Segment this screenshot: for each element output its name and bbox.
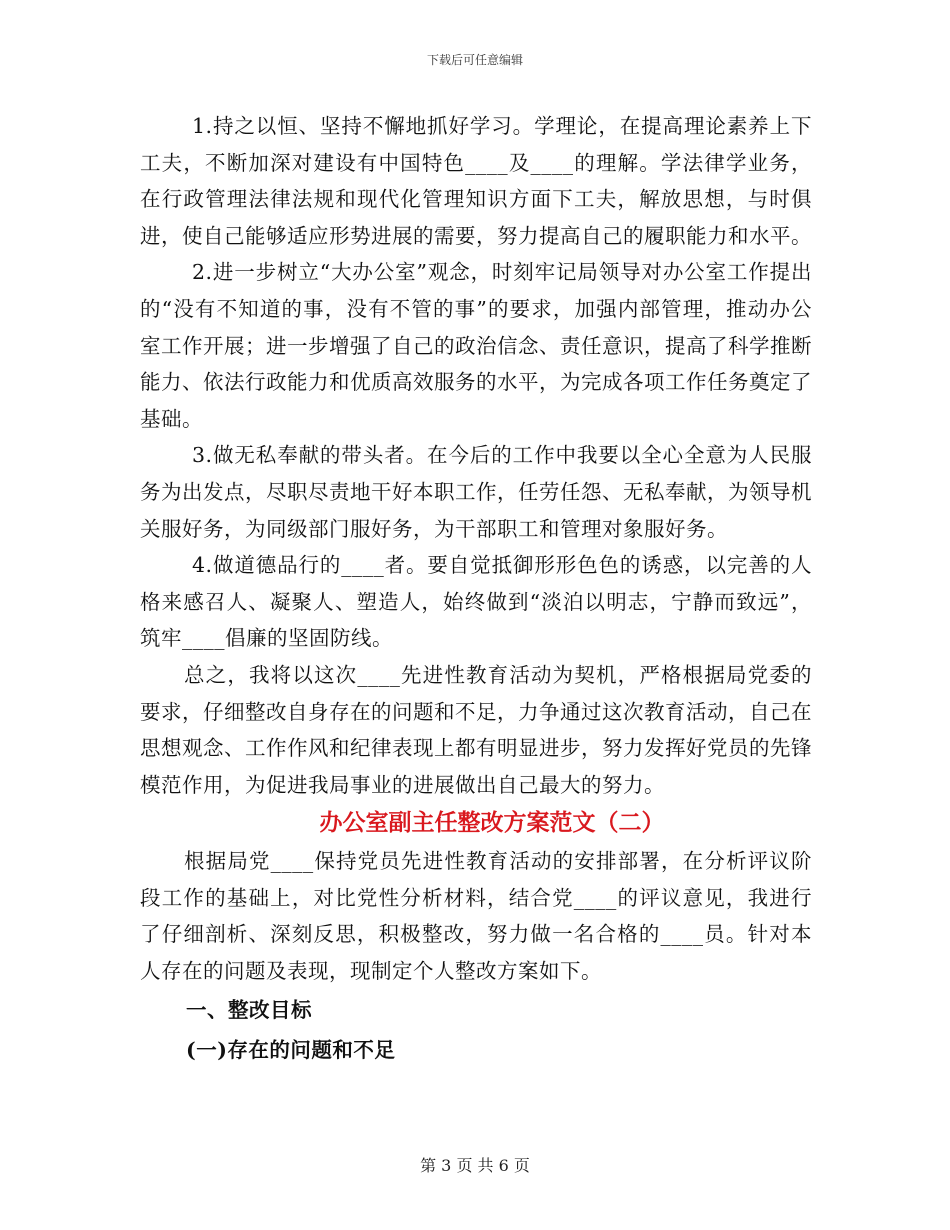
paragraph-conclusion: 总之，我将以这次____先进性教育活动为契机，严格根据局党委的要求，仔细整改自身存在的问题和不足，力争通过这次教育活动，自己在思想观念、工作作风和纪律表现上都有明显进步，努力发挥好党员的先锋模范作用，为促进我局事业的进展做出自己最大的努力。	[140, 662, 812, 797]
heading-rectification-goals: 一、整改目标	[186, 997, 312, 1022]
paragraph-intro: 根据局党____保持党员先进性教育活动的安排部署，在分析评议阶段工作的基础上，对比党性分析材料，结合党____的评议意见，我进行了仔细剖析、深刻反思，积极整改，努力做一名合格的____员。针对本人存在的问题及表现，现制定个人整改方案如下。	[140, 849, 812, 984]
section-title: 办公室副主任整改方案范文（二）	[319, 809, 665, 837]
paragraph-study: 1.持之以恒、坚持不懈地抓好学习。学理论，在提高理论素养上下工夫，不断加深对建设有中国特色____及____的理解。学法律学业务，在行政管理法律法规和现代化管理知识方面下工夫，解放思想，与时俱进，使自己能够适应形势进展的需要，努力提高自己的履职能力和水平。	[140, 114, 812, 248]
heading-problems: (一)存在的问题和不足	[186, 1037, 396, 1062]
document-body	[140, 108, 812, 1070]
paragraph-dedication: 3.做无私奉献的带头者。在今后的工作中我要以全心全意为人民服务为出发点，尽职尽责地干好本职工作，任劳任怨、无私奉献，为领导机关服好务，为同级部门服好务，为干部职工和管理对象服好务。	[140, 443, 812, 541]
paragraph-morality: 4.做道德品行的____者。要自觉抵御形形色色的诱惑，以完善的人格来感召人、凝聚人、塑造人，始终做到“淡泊以明志，宁静而致远”，筑牢____倡廉的坚固防线。	[140, 553, 812, 651]
page-footer: 第 3 页 共 6 页	[420, 1156, 530, 1175]
page-header: 下载后可任意编辑	[426, 53, 523, 67]
paragraph-office-concept: 2.进一步树立“大办公室”观念，时刻牢记局领导对办公室工作提出的“没有不知道的事，没有不管的事”的要求，加强内部管理，推动办公室工作开展；进一步增强了自己的政治信念、责任意识，提高了科学推断能力、依法行政能力和优质高效服务的水平，为完成各项工作任务奠定了基础。	[140, 260, 812, 431]
